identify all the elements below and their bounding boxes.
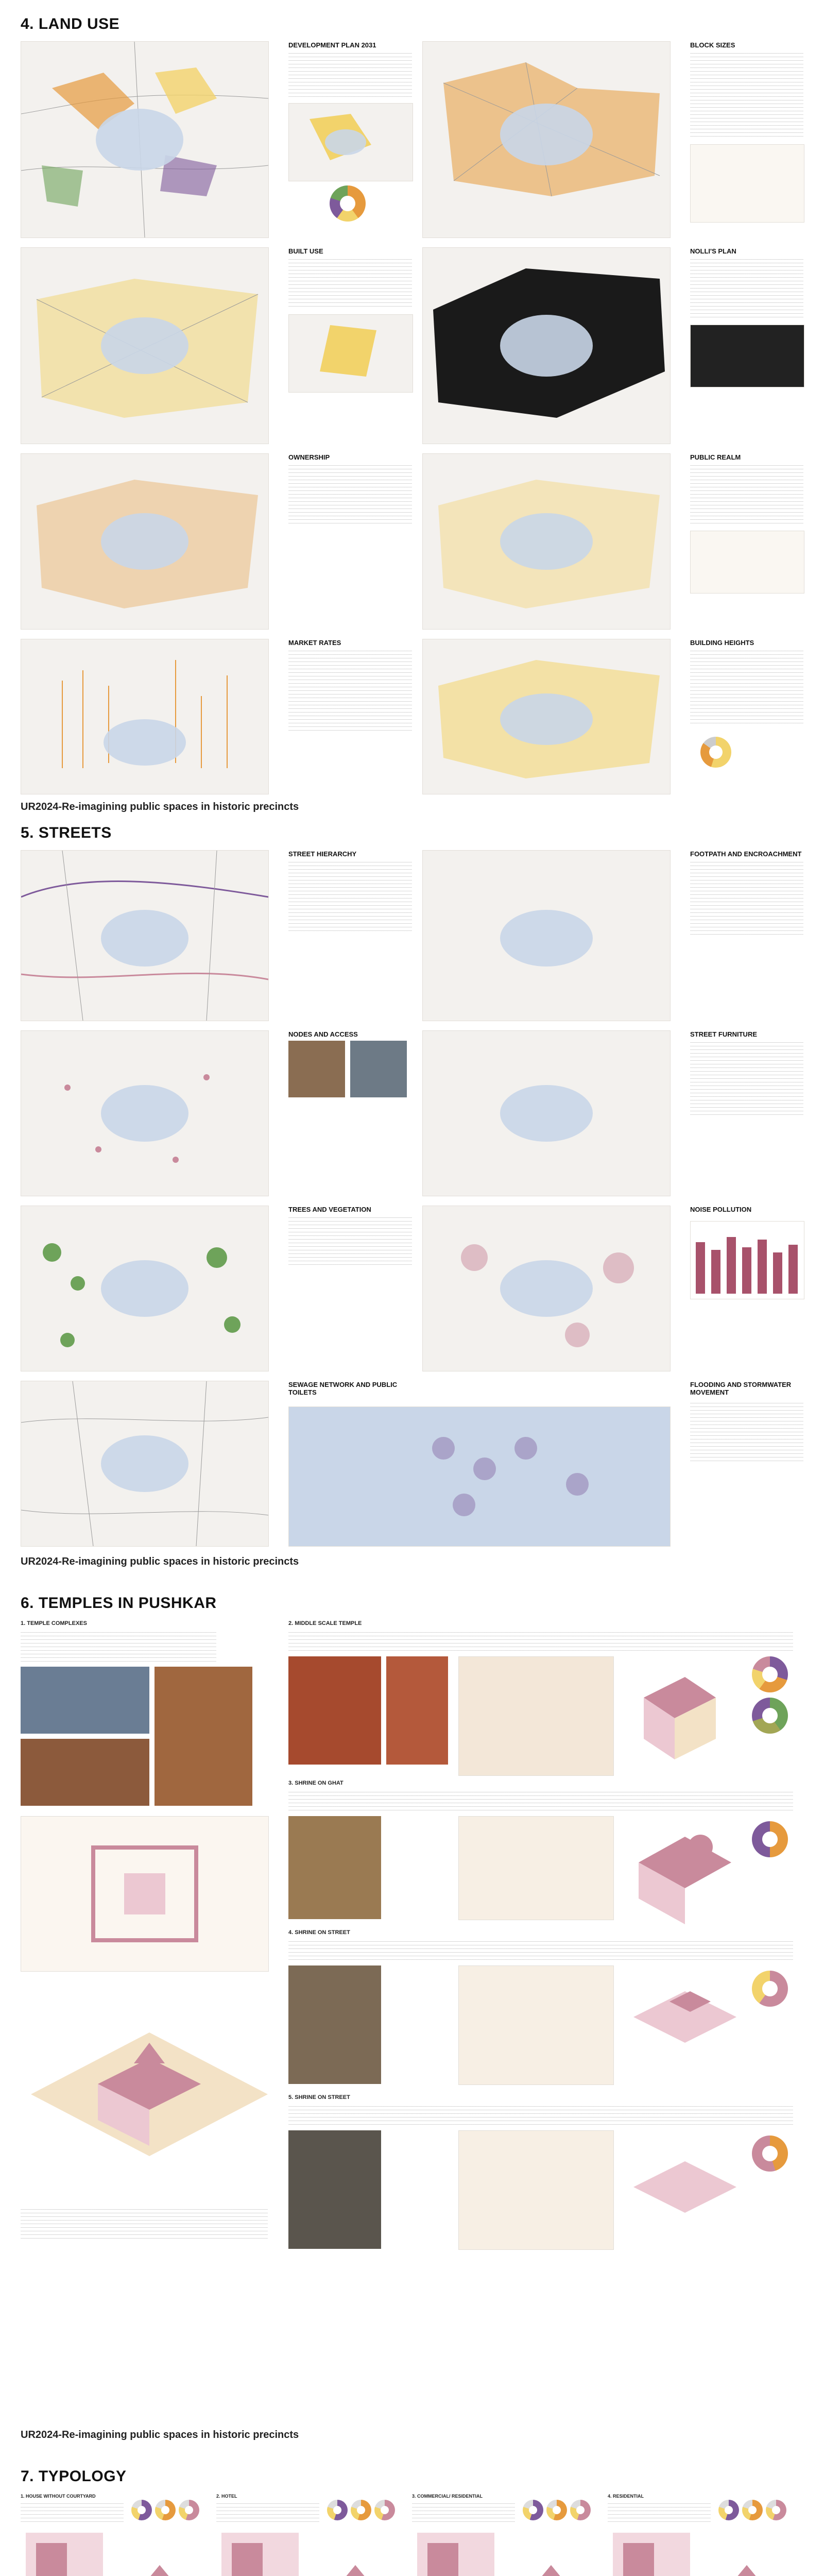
streets-section: [21, 824, 803, 1587]
description-text: [690, 52, 803, 139]
description-text: [288, 1631, 793, 1651]
label-flooding: FLOODING AND STORMWATER MOVEMENT: [690, 1381, 792, 1396]
description-text: [21, 2208, 268, 2239]
photo-street: [350, 1041, 407, 1097]
label-trees-vegetation: TREES AND VEGETATION: [288, 1206, 371, 1213]
photo-temple: [21, 1739, 149, 1806]
chart-donut: [752, 1698, 788, 1734]
chart-donut: [718, 2500, 739, 2520]
chart-donut: [351, 2500, 371, 2520]
map-sewage-network: [21, 1381, 269, 1547]
typology-isometric: [216, 2528, 402, 2576]
temple-isometric: [623, 1656, 726, 1775]
label-middle-scale-temple: 2. MIDDLE SCALE TEMPLE: [288, 1620, 362, 1626]
map-development-plan-detail: [288, 103, 413, 181]
description-text: [288, 258, 412, 309]
noise-bar-chart: [690, 1221, 804, 1299]
label-nollis-plan: NOLLI'S PLAN: [690, 247, 736, 255]
typology-tile: [21, 2494, 206, 2576]
map-ownership: [21, 453, 269, 630]
section-title: 6. TEMPLES IN PUSHKAR: [21, 1595, 217, 1612]
chart-donut: [523, 2500, 543, 2520]
description-text: [690, 464, 803, 526]
chart-donut: [155, 2500, 176, 2520]
chart-donut: [570, 2500, 591, 2520]
section-title: 7. TYPOLOGY: [21, 2468, 127, 2485]
map-flooding: [288, 1406, 671, 1547]
typology-isometric: [21, 2528, 206, 2576]
typology-grid: [21, 2494, 803, 2576]
shrine-plan: [458, 1816, 614, 1920]
block-size-diagram: [690, 144, 804, 223]
label-ownership: OWNERSHIP: [288, 453, 330, 461]
label-public-realm: PUBLIC REALM: [690, 453, 741, 461]
map-nodes-access: [21, 1030, 269, 1196]
temple-complex-plan: [21, 1816, 269, 1972]
public-realm-section: [690, 531, 804, 594]
description-text: [288, 1790, 793, 1811]
shrine-isometric: [623, 1965, 747, 2084]
label-footpath: FOOTPATH AND ENCROACHMENT: [690, 850, 802, 858]
description-text: [690, 860, 803, 938]
description-text: [288, 52, 412, 98]
photo-shrine: [288, 2130, 381, 2249]
photo-temple-interior: [386, 1656, 448, 1765]
section-footer: UR2024-Re-imagining public spaces in historic precincts: [21, 1556, 299, 1567]
description-text: [690, 649, 803, 726]
chart-donut: [752, 1656, 788, 1692]
typology-isometric: [412, 2528, 597, 2576]
map-street-hierarchy: [21, 850, 269, 1021]
section-title: 4. LAND USE: [21, 15, 120, 32]
label-built-use: BUILT USE: [288, 247, 323, 255]
map-building-heights: [422, 639, 671, 794]
label-street-furniture: STREET FURNITURE: [690, 1030, 757, 1038]
temples-section: [21, 1595, 803, 2455]
chart-donut: [742, 2500, 763, 2520]
typology-section-1: [21, 2468, 803, 2576]
map-public-realm: [422, 453, 671, 630]
map-street-furniture: [422, 1030, 671, 1196]
description-text: [288, 860, 412, 933]
map-built-use: [21, 247, 269, 444]
description-text: [690, 258, 803, 319]
map-block-sizes: [422, 41, 671, 238]
description-text: [288, 2105, 793, 2125]
photo-shrine: [288, 1816, 381, 1919]
shrine-plan: [458, 2130, 614, 2250]
description-text: [690, 1401, 803, 1463]
photo-shrine: [288, 1965, 381, 2084]
description-text: [21, 1631, 216, 1662]
map-nollis-plan: [422, 247, 671, 444]
typology-tile: [608, 2494, 793, 2576]
description-text: [288, 649, 412, 732]
description-text: [288, 1940, 793, 1960]
description-text: [21, 2502, 124, 2522]
typology-title: 1. HOUSE WITHOUT COURTYARD: [21, 2494, 96, 2499]
label-sewage-network: SEWAGE NETWORK AND PUBLIC TOILETS: [288, 1381, 398, 1396]
map-market-rates: [21, 639, 269, 794]
typology-tile: [412, 2494, 597, 2576]
nolli-detail: [690, 325, 804, 387]
description-text: [216, 2502, 319, 2522]
description-text: [690, 1041, 803, 1118]
chart-donut: [330, 185, 366, 222]
chart-donut: [179, 2500, 199, 2520]
section-title: 5. STREETS: [21, 824, 112, 841]
label-nodes-access: NODES AND ACCESS: [288, 1030, 358, 1038]
description-text: [608, 2502, 711, 2522]
description-text: [412, 2502, 515, 2522]
land-use-section: [21, 15, 803, 819]
photo-street: [288, 1041, 345, 1097]
chart-donut: [546, 2500, 567, 2520]
label-development-plan: DEVELOPMENT PLAN 2031: [288, 41, 376, 49]
temple-complex-isometric: [21, 1981, 278, 2197]
label-building-heights: BUILDING HEIGHTS: [690, 639, 754, 647]
label-shrine-on-street-2: 5. SHRINE ON STREET: [288, 2094, 350, 2100]
typology-isometric: [608, 2528, 793, 2576]
shrine-isometric: [623, 2130, 747, 2249]
typology-tile: [216, 2494, 402, 2576]
temple-plan: [458, 1656, 614, 1776]
description-text: [288, 1216, 412, 1267]
section-footer: UR2024-Re-imagining public spaces in historic precincts: [21, 2429, 299, 2441]
label-shrine-on-ghat: 3. SHRINE ON GHAT: [288, 1780, 344, 1786]
map-trees-vegetation: [21, 1206, 269, 1371]
chart-donut: [752, 2136, 788, 2172]
typology-title: 4. RESIDENTIAL: [608, 2494, 644, 2499]
chart-donut: [700, 737, 731, 768]
map-development-plan: [21, 41, 269, 238]
typology-title: 3. COMMERCIAL/ RESIDENTIAL: [412, 2494, 483, 2499]
label-temple-complexes: 1. TEMPLE COMPLEXES: [21, 1620, 87, 1626]
typology-title: 2. HOTEL: [216, 2494, 237, 2499]
chart-donut: [752, 1971, 788, 2007]
description-text: [288, 464, 412, 526]
chart-donut: [766, 2500, 786, 2520]
label-market-rates: MARKET RATES: [288, 639, 341, 647]
chart-donut: [374, 2500, 395, 2520]
photo-temple: [21, 1667, 149, 1734]
section-footer: UR2024-Re-imagining public spaces in historic precincts: [21, 801, 299, 812]
label-noise-pollution: NOISE POLLUTION: [690, 1206, 752, 1213]
map-footpath: [422, 850, 671, 1021]
shrine-plan: [458, 1965, 614, 2085]
label-shrine-on-street: 4. SHRINE ON STREET: [288, 1929, 350, 1936]
chart-donut: [131, 2500, 152, 2520]
map-noise-pollution: [422, 1206, 671, 1371]
photo-temple: [154, 1667, 252, 1806]
photo-temple-interior: [288, 1656, 381, 1765]
shrine-isometric: [623, 1816, 747, 1929]
chart-donut: [327, 2500, 348, 2520]
label-street-hierarchy: STREET HIERARCHY: [288, 850, 357, 858]
map-built-use-detail: [288, 314, 413, 393]
chart-donut: [752, 1821, 788, 1857]
label-block-sizes: BLOCK SIZES: [690, 41, 735, 49]
